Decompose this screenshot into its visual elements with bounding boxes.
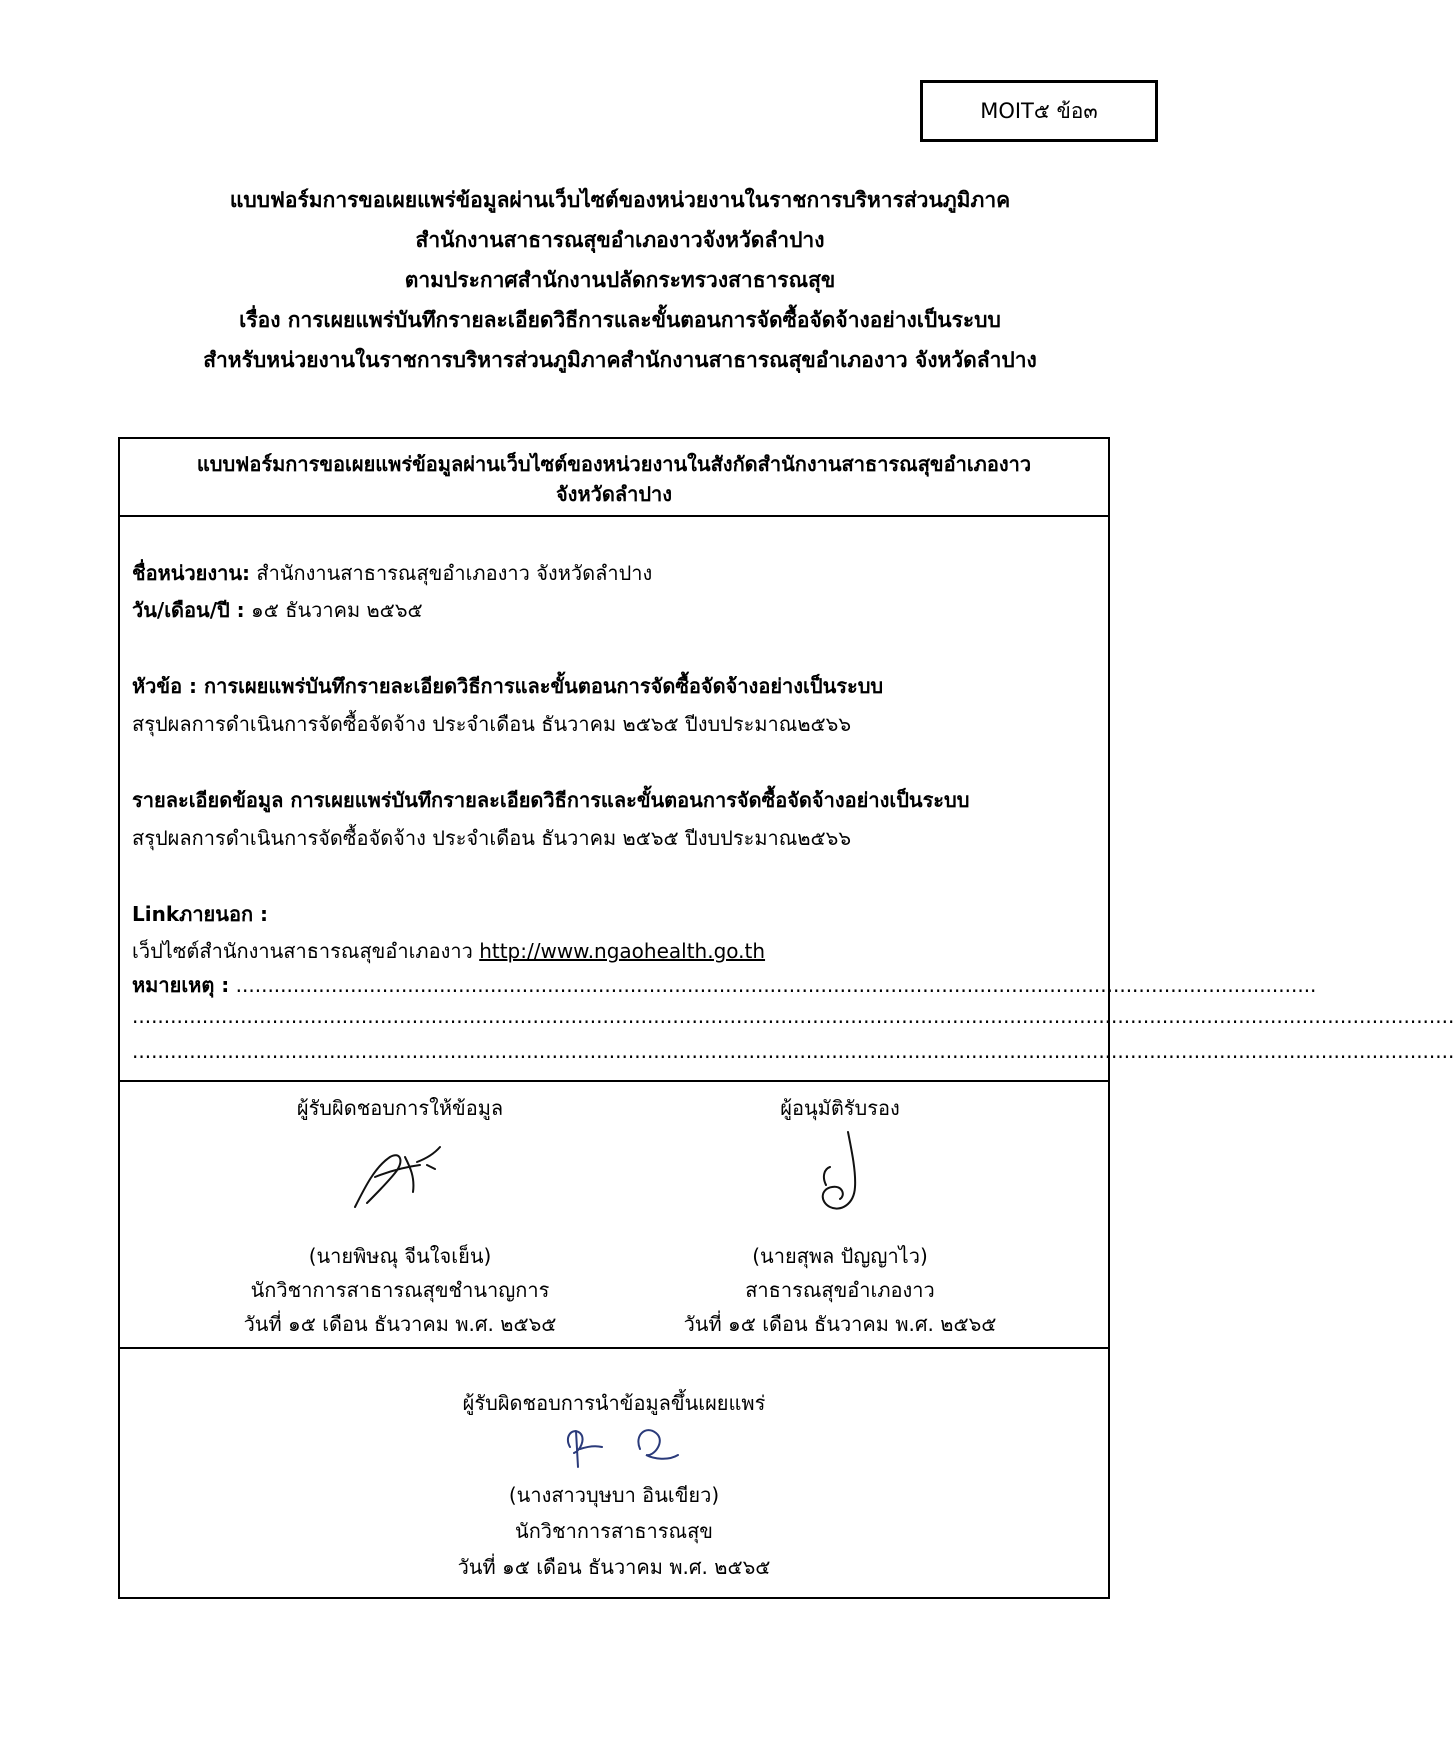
date-value: ๑๕ ธันวาคม ๒๕๖๕	[244, 598, 423, 622]
header-line-3: ตามประกาศสำนักงานปลัดกระทรวงสาธารณสุข	[404, 268, 836, 292]
topic-row	[132, 670, 883, 702]
detail-value: การเผยแพร่บันทึกรายละเอียดวิธีการและขั้นตอนการจัดซื้อจัดจ้างอย่างเป็นระบบ	[283, 788, 970, 812]
date-row	[132, 594, 423, 626]
right-signature	[800, 1127, 880, 1222]
topic-value: การเผยแพร่บันทึกรายละเอียดวิธีการและขั้นตอนการจัดซื้อจัดจ้างอย่างเป็นระบบ	[197, 674, 884, 698]
form-title-line-1: แบบฟอร์มการขอเผยแพร่ข้อมูลผ่านเว็บไซต์ของหน่วยงานในสังกัดสำนักงานสาธารณสุขอำเภองาว	[196, 452, 1032, 476]
agency-label: ชื่อหน่วยงาน:	[132, 561, 251, 585]
header-line-2: สำนักงานสาธารณสุขอำเภองาวจังหวัดลำปาง	[415, 228, 825, 252]
remark-label: หมายเหตุ :	[132, 973, 230, 997]
detail-label: รายละเอียดข้อมูล	[132, 788, 284, 812]
document-code: MOIT๕ ข้อ๓	[980, 98, 1098, 123]
detail-line-2: สรุปผลการดำเนินการจัดซื้อจัดจ้าง ประจำเดือน ธันวาคม ๒๕๖๕ ปีงบประมาณ๒๕๖๖	[132, 826, 852, 850]
publisher-name: (นางสาวบุษบา อินเขียว)	[508, 1483, 720, 1507]
left-role: ผู้รับผิดชอบการให้ข้อมูล	[296, 1096, 504, 1120]
signature-section	[120, 1082, 1108, 1349]
website-link[interactable]: http://www.ngaohealth.go.th	[479, 939, 766, 963]
topic-label: หัวข้อ :	[132, 674, 198, 698]
left-name: (นายพิษณุ จีนใจเย็น)	[308, 1244, 492, 1268]
right-position: สาธารณสุขอำเภองาว	[745, 1278, 935, 1302]
date-label: วัน/เดือน/ปี :	[132, 598, 245, 622]
remark-dotted-line-3: ................................................................................................................................................................................................................	[132, 1039, 1454, 1063]
header-line-1: แบบฟอร์มการขอเผยแพร่ข้อมูลผ่านเว็บไซต์ของหน่วยงานในราชการบริหารส่วนภูมิภาค	[229, 188, 1011, 212]
publisher-signature	[550, 1417, 700, 1475]
agency-value: สำนักงานสาธารณสุขอำเภองาว จังหวัดลำปาง	[250, 561, 653, 585]
publisher-section	[120, 1349, 1108, 1599]
left-position: นักวิชาการสาธารณสุขชำนาญการ	[250, 1278, 550, 1302]
right-name: (นายสุพล ปัญญาไว)	[752, 1244, 928, 1268]
form-title-line-2: จังหวัดลำปาง	[555, 482, 673, 506]
left-signature	[345, 1137, 455, 1217]
agency-row	[132, 557, 652, 589]
form-title	[120, 439, 1108, 517]
header-line-5: สำหรับหน่วยงานในราชการบริหารส่วนภูมิภาคสำนักงานสาธารณสุขอำเภองาว จังหวัดลำปาง	[203, 348, 1037, 372]
external-link-label: Linkภายนอก :	[132, 902, 269, 926]
right-date: วันที่ ๑๕ เดือน ธันวาคม พ.ศ. ๒๕๖๕	[683, 1312, 997, 1336]
remark-dotted-line-2: ................................................................................................................................................................................................................	[132, 1004, 1454, 1028]
publication-form	[118, 437, 1454, 1599]
remark-row: หมายเหตุ : ..........................................................................................................................................................................	[132, 973, 1317, 997]
right-role: ผู้อนุมัติรับรอง	[780, 1096, 900, 1120]
topic-line-2: สรุปผลการดำเนินการจัดซื้อจัดจ้าง ประจำเดือน ธันวาคม ๒๕๖๕ ปีงบประมาณ๒๕๖๖	[132, 712, 852, 736]
document-code-box	[920, 80, 1158, 142]
publisher-position: นักวิชาการสาธารณสุข	[515, 1519, 713, 1543]
publisher-role: ผู้รับผิดชอบการนำข้อมูลขึ้นเผยแพร่	[462, 1391, 766, 1415]
detail-row	[132, 784, 969, 816]
header-line-4: เรื่อง การเผยแพร่บันทึกรายละเอียดวิธีการและขั้นตอนการจัดซื้อจัดจ้างอย่างเป็นระบบ	[239, 308, 1001, 332]
left-date: วันที่ ๑๕ เดือน ธันวาคม พ.ศ. ๒๕๖๕	[243, 1312, 557, 1336]
form-details	[120, 517, 1454, 1082]
publisher-date: วันที่ ๑๕ เดือน ธันวาคม พ.ศ. ๒๕๖๕	[457, 1555, 771, 1579]
website-row	[132, 935, 765, 967]
website-label: เว็ปไซต์สำนักงานสาธารณสุขอำเภองาว	[132, 939, 480, 963]
document-header	[100, 180, 1140, 380]
